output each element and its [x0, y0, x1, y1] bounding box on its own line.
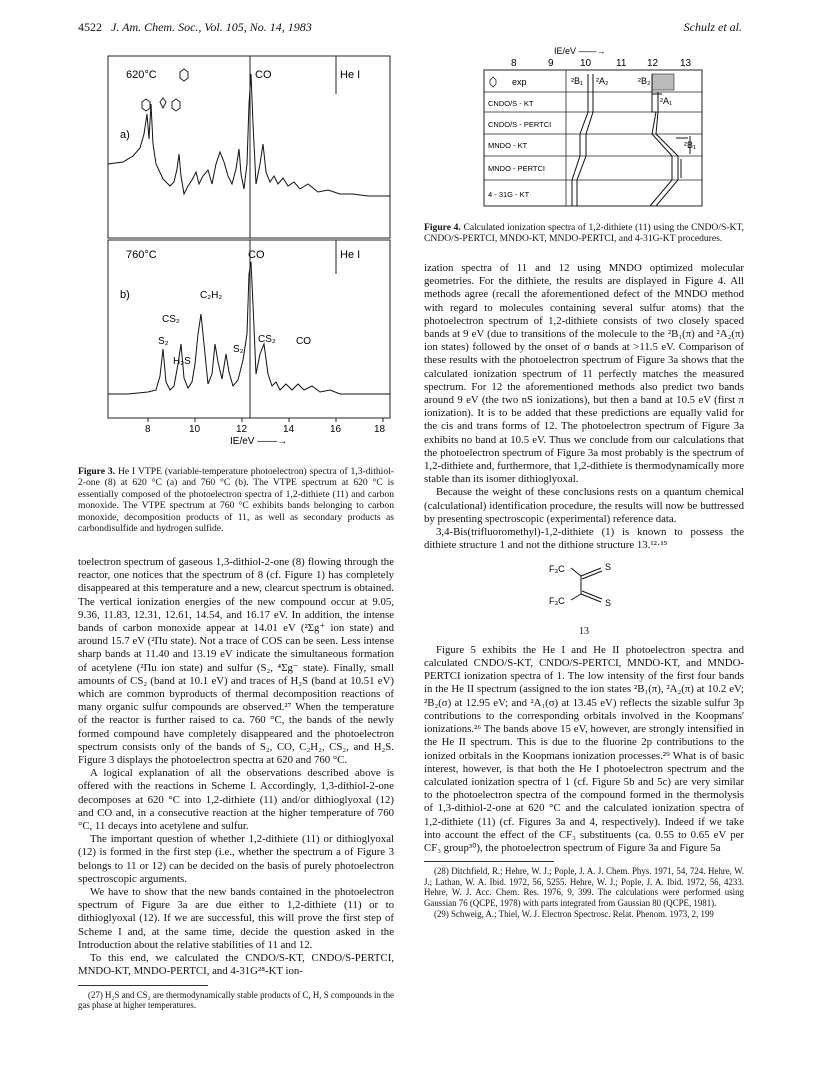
figure-3a-frame [108, 56, 390, 238]
figure-4-row-mndo-kt: MNDO - KT [488, 141, 528, 150]
compound-13-structure [424, 556, 744, 637]
figure-4-exp-hatched-band [652, 74, 674, 90]
figure-4-row-431g-kt: 4 - 31G - KT [488, 190, 530, 199]
figure-3-caption-label: Figure 3. [78, 466, 116, 477]
figure-4 [476, 44, 706, 214]
left-paragraph-3: The important question of whether 1,2-dithiete (11) or dithioglyoxal (12) is formed in the first step (i.e., whether the spectrum a of Figure 3 belongs to 11 or 12) can be decided on the basis of purely photoelectron spectroscopic arguments. [78, 833, 394, 885]
figure-3-tick-14: 14 [283, 424, 295, 435]
figure-4-a2-label: ²A₂ [596, 76, 609, 86]
right-paragraph-2: Because the weight of these conclusions rests on a quantum chemical (calculational) identification procedure, the results will now be buttressed by presenting spectroscopic (experimental) reference data. [424, 486, 744, 525]
figure-3b-letter: b) [120, 289, 130, 301]
figure-3a-co-label: CO [255, 69, 272, 81]
figure-3b-cs2-label-2: CS₂ [258, 334, 276, 345]
figure-4-tick-13: 13 [680, 58, 692, 69]
left-paragraph-5: To this end, we calculated the CNDO/S-KT, CNDO/S-PERTCI, MNDO-KT, MNDO-PERTCI, and 4-31G²⁸-KT ion- [78, 952, 394, 978]
svg-text:F₃C: F₃C [549, 596, 565, 607]
figure-3a-temperature: 620°C [126, 69, 157, 81]
compound-13-number: 13 [579, 625, 589, 637]
figure-3-caption-text: He I VTPE (variable-temperature photoelectron) spectra of 1,3-dithiol-2-one (8) at 620 °C (a) and 760 °C (b). The VTPE spectrum at 620 °C is essentially composed of the photoelectron spectra of 1,2-dithiete (11) and carbon monoxide. The VTPE spectrum at 760 °C exhibits bands belonging to carbon monoxide, decomposition products of 11, as well as secondary products as carbondisulfide and hydrogen sulfide. [78, 466, 394, 535]
figure-3b-hei-label: He I [340, 249, 361, 261]
left-paragraph-2: A logical explanation of all the observations described above is offered with the reactions in Scheme I. Accordingly, 1,3-dithiol-2-one decomposes at 620 °C into 1,2-dithiete (11) and/or dithioglyoxal (12) and CO and, in a consecutive reaction at the higher temperature of 760 °C, 11 decays into acetylene and sulfur. [78, 767, 394, 833]
figure-4-correlation-lines [572, 74, 690, 206]
journal-citation: J. Am. Chem. Soc., Vol. 105, No. 14, 1983 [111, 20, 312, 34]
page-number: 4522 [78, 20, 102, 34]
left-column-text [78, 556, 394, 1011]
figure-3b-s2-label-1: S₂ [158, 336, 169, 347]
figure-3b-temperature: 760°C [126, 249, 157, 261]
figure-4-row-cndos-pertci: CNDO/S - PERTCI [488, 120, 552, 129]
svg-text:S: S [605, 562, 612, 573]
footnote-rule [78, 985, 208, 986]
figure-4-row-cndos-kt: CNDO/S - KT [488, 99, 534, 108]
figure-4-caption-label: Figure 4. [424, 222, 461, 233]
figure-4-a1-label: ²A₁ [660, 96, 673, 106]
figure-3-caption [78, 466, 394, 534]
figure-3b-spectrum-trace [108, 262, 390, 394]
dithione-structure-icon [539, 556, 629, 620]
figure-3-tick-18: 18 [374, 424, 386, 435]
footnotes-right [424, 866, 744, 919]
right-paragraph-3: 3,4-Bis(trifluoromethyl)-1,2-dithiete (1) is known to possess the dithiete structure 1 and not the dithione structure 13.¹²·¹⁵ [424, 526, 744, 552]
figure-3a-spectrum-trace [108, 74, 390, 196]
running-header [78, 20, 312, 35]
right-paragraph-4: Figure 5 exhibits the He I and He II photoelectron spectra and calculated CNDO/S-KT, CNDO/S-PERTCI, MNDO-KT, and MNDO-PERTCI ionization spectra of 1. The low intensity of the first four bands in the He II spectrum (assigned to the ion states ²B₁(π), ²A₂(π) at 10.2 eV; ²B₂(σ) at 12.95 eV; and ²A₁(σ) at 13.45 eV) reflects the sizable sulfur 3p contributions to the corresponding orbitals involved in the Koopmans' ionizations.²⁶ The bands above 15 eV, however, are strongly intensified in the He II spectrum. This is due to the fluorine 2p contributions to the ionized orbitals in the Koopmans ionization processes.²⁹ What is of basic interest, however, is that both the He I photoelectron spectrum and the calculated ionization spectra of 1 (cf. Figure 5b and 5c) are very similar to the photoelectron spectra of the compound formed in the thermolysis of 1,3-dithiol-2-one at 620 °C and the calculated ionization spectra of 1,2-dithiete (11) (cf. Figures 3a and 4, respectively). Indeed if we take into account the effect of the CF₃ substituents (ca. 0.55 to 0.65 eV per CF₃ group³⁰), the photoelectron spectrum of Figure 3a and Figure 5a [424, 643, 744, 854]
figure-3b-h2s-label: H₂S [173, 356, 191, 367]
figure-4-caption [424, 222, 744, 245]
figure-4-caption-text: Calculated ionization spectra of 1,2-dithiete (11) using the CNDO/S-KT, CNDO/S-PERTCI, MNDO-KT, MNDO-PERTCI, and 4-31G-KT procedures. [424, 222, 744, 245]
figure-3b-co-label: CO [248, 249, 265, 261]
figure-4-row-exp: exp [512, 77, 527, 87]
figure-4-b2-label: ²B₂ [638, 76, 651, 86]
figure-4-tick-8: 8 [511, 58, 517, 69]
footnote-rule-right [424, 861, 554, 862]
svg-text:F₃C: F₃C [549, 564, 565, 575]
dithiete-small-icon [490, 77, 496, 87]
figure-3-axis-label: IE/eV ——→ [230, 436, 288, 447]
figure-4-tick-10: 10 [580, 58, 592, 69]
right-column-text [424, 262, 744, 919]
figure-3a-letter: a) [120, 129, 130, 141]
right-paragraph-1: ization spectra of 11 and 12 using MNDO optimized molecular geometries. For the dithiete, the results are displayed in Figure 4. All methods agree (recall the aforementioned defect of the MNDO method with regard to molecules containing several sulfur atoms) that the photoelectron spectrum of 1,2-dithiete consists of two closely spaced bands at 9 eV (due to transitions of the molecule to the ²B₁(π) and ²A₂(π) ion states) followed by the onset of σ bands at >11.5 eV. Comparison of these results with the photoelectron spectrum of Figure 3a shows that the calculated ionization spectrum of 11 perfectly matches the measured spectrum. For 12 the aforementioned methods also predict two bands around 9 eV (the two nS ionizations), but then a band at 10.5 eV (first π ionization). It is to be added that these predictions are equally valid for the cis and trans forms of 12. The photoelectron spectrum of Figure 3a exhibits no band at 10.5 eV. Thus we conclude from our calculations that the photoelectron spectrum of Figure 3a most probably is the spectrum of 1,2-dithiete and, furthermore, that 1,2-dithiete is thermodynamically more stable than its isomer dithioglyoxal. [424, 262, 744, 486]
figure-3-tick-10: 10 [189, 424, 201, 435]
left-paragraph-1: toelectron spectrum of gaseous 1,3-dithiol-2-one (8) flowing through the reactor, one notices that the spectrum of 8 (cf. Figure 1) has completely disappeared at this temperature and a new, clearcut spectrum is obtained. The vertical ionization energies of the new compound occur at 9.05, 9.36, 11.83, 12.31, 12.61, 14.54, and 16.17 eV. In addition, the intense bands of carbon monoxide appear at 14.01 eV (²Σg⁺ ion state) and around 15.7 eV (²Πu state). Not a trace of COS can be seen. Less intense sharp bands at 11.40 and 13.19 eV indicate the simultaneous formation of acetylene (²Πu ion state) and sulfur (S₂, ⁴Σg⁻ state). Finally, small amounts of CS₂ (band at 10.1 eV) and traces of H₂S (band at 10.51 eV) which are common byproducts of thermal decomposition reactions of many organic sulfur compounds are observed.²⁷ When the temperature of the reactor is further raised to ca. 760 °C, the bands of the newly formed compound have completely disappeared and the photoelectron spectrum consists only of the bands of S₂, CO, C₂H₂, CS₂, and H₂S. Figure 3 displays the photoelectron spectra at 620 and 760 °C. [78, 556, 394, 767]
figure-3b-cs2-label-1: CS₂ [162, 314, 180, 325]
figure-4-b1-label: ²B₁ [571, 76, 584, 86]
figure-3-tick-12: 12 [236, 424, 248, 435]
figure-4-tick-11: 11 [616, 58, 627, 69]
svg-text:S: S [605, 598, 612, 609]
figure-3b-co-label-2: CO [296, 336, 311, 347]
figure-3a-hei-label: He I [340, 69, 361, 81]
figure-4-b1-label-2: ²B₁ [684, 140, 697, 150]
figure-3b-c2h2-label: C₂H₂ [200, 290, 223, 301]
left-paragraph-4: We have to show that the new bands contained in the photoelectron spectrum of Figure 3a are due either to 1,2-dithiete (11) or to dithioglyoxal (12). If we are successful, this will prove the first step of Scheme I and, at the same time, decide the question asked in the Introduction about the relative stabilities of 11 and 12. [78, 886, 394, 951]
figure-4-tick-9: 9 [548, 58, 554, 69]
figure-3-tick-16: 16 [330, 424, 342, 435]
figure-3-tick-marks [148, 418, 383, 422]
author-header: Schulz et al. [683, 20, 742, 34]
figure-4-tick-12: 12 [647, 58, 659, 69]
figure-4-axis-label: IE/eV ——→ [554, 46, 606, 56]
footnote-28: (28) Ditchfield, R.; Hehre, W. J.; Pople, J. A. J. Chem. Phys. 1971, 54, 724. Hehre, W. J.; Lathan, W. A. Ibid. 1972, 56, 5255. Hehre, W. J.; Pople, J. A. Ibid. 1972, 56, 4233. Hehre, W. J. Acc. Chem. Res. 1976, 9, 399. The calculations were performed using Gaussian 76 (QCPE, 1978) with parts integrated from Gaussian 80 (QCPE, 1981). [424, 866, 744, 908]
figure-3-tick-8: 8 [145, 424, 151, 435]
footnote-27: (27) H₂S and CS₂ are thermodynamically stable products of C, H, S compounds in the gas phase at higher temperatures. [78, 989, 394, 1011]
footnote-29: (29) Schweig, A.; Thiel, W. J. Electron Spectrosc. Relat. Phenom. 1973, 2, 199 [434, 908, 714, 919]
figure-3 [78, 44, 396, 464]
figure-4-row-mndo-pertci: MNDO - PERTCI [488, 164, 545, 173]
figure-3b-s2-label-2: S₂ [233, 344, 244, 355]
